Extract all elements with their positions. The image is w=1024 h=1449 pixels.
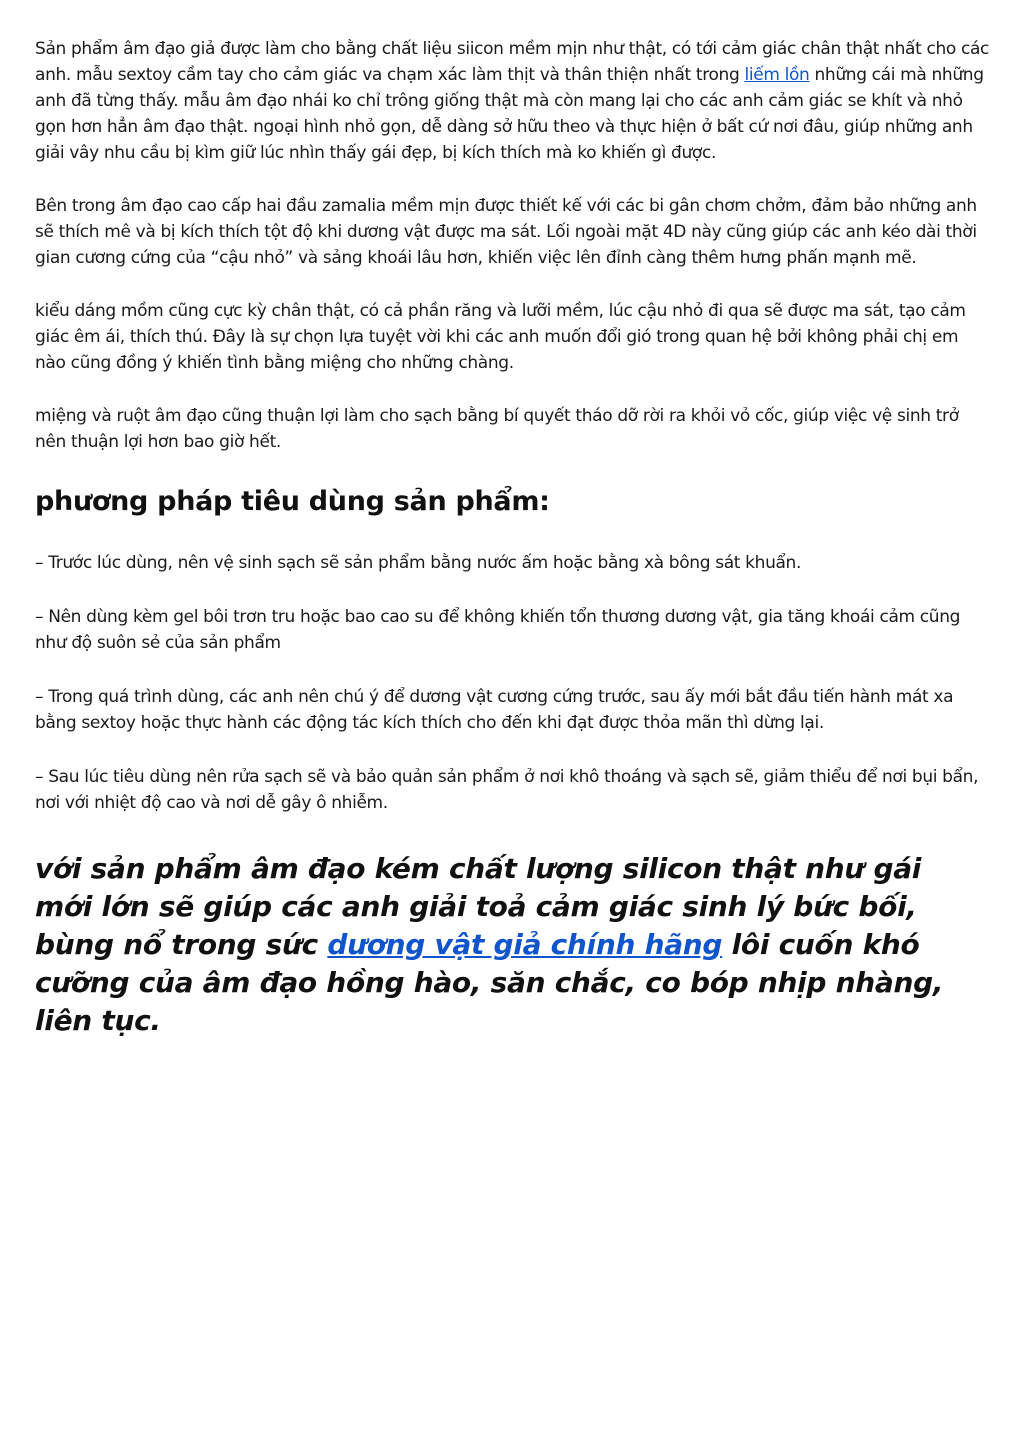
- intro-text-after: những cái mà những anh đã từng thấy. mẫu âm đạo nhái ko chỉ trông giống thật mà còn mang lại cho các anh cảm giác se khít và nhỏ gọn hơn hẳn âm đạo thật. ngoại hình nhỏ gọn, dễ dàng sở hữu theo và thực hiện ở bất cứ nơi đâu, giúp những anh giải vây nhu cầu bị kìm giữ lúc nhìn thấy gái đẹp, bị kích thích mà ko khiến gì được.: [35, 65, 984, 163]
- mouth-design-paragraph: kiểu dáng mồm cũng cực kỳ chân thật, có cả phần răng và lưỡi mềm, lúc cậu nhỏ đi qua sẽ được ma sát, tạo cảm giác êm ái, thích thú. Đây là sự chọn lựa tuyệt vời khi các anh muốn đổi gió trong quan hệ bởi không phải chị em nào cũng đồng ý khiến tình bằng miệng cho những chàng.: [35, 301, 966, 373]
- cleaning-paragraph: miệng và ruột âm đạo cũng thuận lợi làm cho sạch bằng bí quyết tháo dỡ rời ra khỏi vỏ cốc, giúp việc vệ sinh trở nên thuận lợi hơn bao giờ hết.: [35, 406, 959, 452]
- usage-step: – Nên dùng kèm gel bôi trơn tru hoặc bao cao su để không khiến tổn thương dương vật, gia tăng khoái cảm cũng như độ suôn sẻ của sản phẩm: [35, 607, 961, 653]
- dildo-link[interactable]: dương vật giả chính hãng: [327, 928, 723, 961]
- usage-step: – Sau lúc tiêu dùng nên rửa sạch sẽ và bảo quản sản phẩm ở nơi khô thoáng và sạch sẽ, giảm thiểu để nơi bụi bẩn, nơi với nhiệt độ cao và nơi dễ gây ô nhiễm.: [35, 767, 979, 813]
- closing-text-before: với sản phẩm âm đạo kém chất lượng silicon thật như gái mới lớn sẽ giúp các anh giải toả cảm giác sinh lý bức bối, bùng nổ trong sức: [35, 852, 922, 961]
- usage-step: – Trước lúc dùng, nên vệ sinh sạch sẽ sản phẩm bằng nước ấm hoặc bằng xà bông sát khuẩn.: [35, 553, 802, 573]
- usage-step: – Trong quá trình dùng, các anh nên chú ý để dương vật cương cứng trước, sau ấy mới bắt đầu tiến hành mát xa bằng sextoy hoặc thực hành các động tác kích thích cho đến khi đạt được thỏa mãn thì dừng lại.: [35, 687, 954, 733]
- liem-lon-link[interactable]: liếm lồn: [744, 65, 810, 85]
- intro-text-before: Sản phẩm âm đạo giả được làm cho bằng chất liệu siicon mềm mịn như thật, có tới cảm giác chân thật nhất cho các anh. mẫu sextoy cầm tay cho cảm giác va chạm xác làm thịt và thân thiện nhất trong: [35, 39, 990, 85]
- closing-statement: [35, 850, 990, 1040]
- interior-paragraph: Bên trong âm đạo cao cấp hai đầu zamalia mềm mịn được thiết kế với các bi gân chơm chởm, đảm bảo những anh sẽ thích mê và bị kích thích tột độ khi dương vật được ma sát. Lối ngoài mặt 4D này cũng giúp các anh kéo dài thời gian cương cứng của “cậu nhỏ” và sảng khoái lâu hơn, khiến việc lên đỉnh càng thêm hưng phấn mạnh mẽ.: [35, 196, 977, 268]
- intro-paragraph: [35, 36, 990, 166]
- usage-heading: phương pháp tiêu dùng sản phẩm:: [35, 486, 550, 517]
- closing-text-after: lôi cuốn khó cưỡng của âm đạo hồng hào, săn chắc, co bóp nhịp nhàng, liên tục.: [35, 928, 944, 1037]
